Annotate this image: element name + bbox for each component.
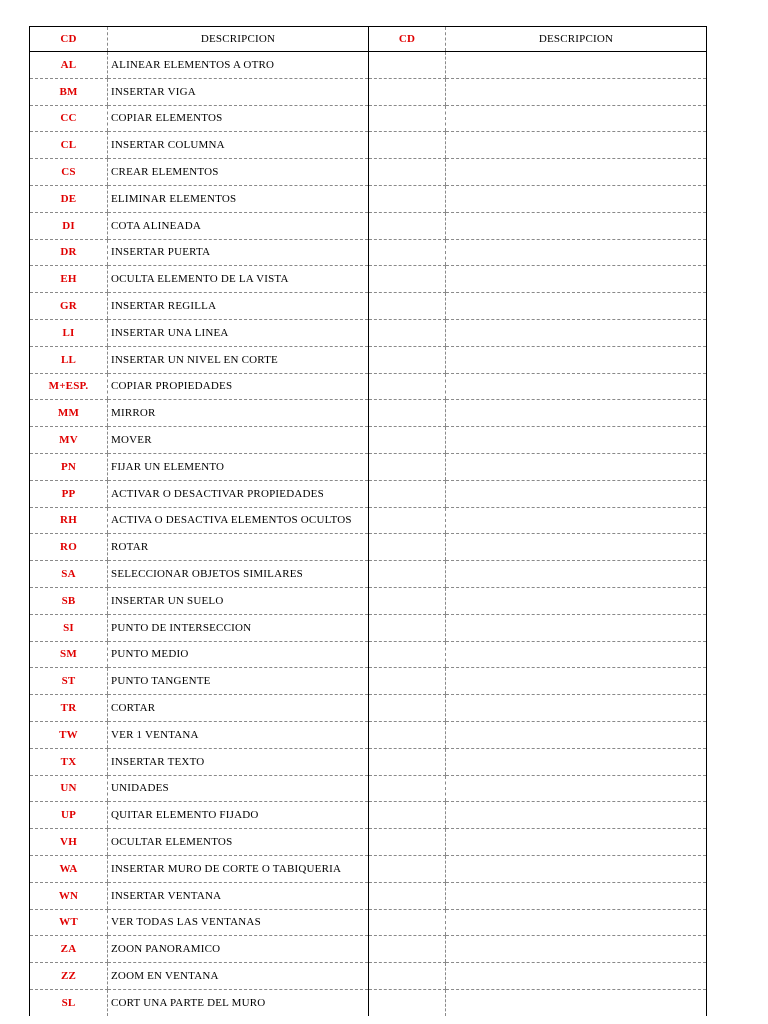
table-row — [30, 936, 707, 963]
empty-code-cell — [369, 936, 446, 963]
empty-code-cell — [369, 453, 446, 480]
table-row — [30, 721, 707, 748]
table-row — [30, 266, 707, 293]
empty-description-cell — [446, 963, 707, 990]
empty-code-cell — [369, 346, 446, 373]
shortcut-table — [29, 26, 707, 1016]
command-code: UP — [30, 802, 108, 829]
table-row — [30, 587, 707, 614]
command-code: PN — [30, 453, 108, 480]
empty-description-cell — [446, 346, 707, 373]
empty-description-cell — [446, 561, 707, 588]
table-row — [30, 802, 707, 829]
table-row — [30, 453, 707, 480]
table-row — [30, 346, 707, 373]
table-row — [30, 561, 707, 588]
table-row — [30, 400, 707, 427]
empty-code-cell — [369, 132, 446, 159]
command-code: RH — [30, 507, 108, 534]
empty-code-cell — [369, 668, 446, 695]
empty-code-cell — [369, 614, 446, 641]
empty-code-cell — [369, 266, 446, 293]
table-row — [30, 641, 707, 668]
empty-description-cell — [446, 185, 707, 212]
command-code: CC — [30, 105, 108, 132]
command-description: FIJAR UN ELEMENTO — [108, 453, 369, 480]
table-row — [30, 748, 707, 775]
table-row — [30, 695, 707, 722]
empty-code-cell — [369, 534, 446, 561]
empty-code-cell — [369, 78, 446, 105]
command-code: DI — [30, 212, 108, 239]
table-row — [30, 882, 707, 909]
command-code: CL — [30, 132, 108, 159]
table-row — [30, 159, 707, 186]
empty-description-cell — [446, 748, 707, 775]
command-description: INSERTAR COLUMNA — [108, 132, 369, 159]
command-description: INSERTAR TEXTO — [108, 748, 369, 775]
empty-description-cell — [446, 668, 707, 695]
header-cd: CD — [30, 27, 108, 52]
empty-description-cell — [446, 909, 707, 936]
empty-code-cell — [369, 52, 446, 79]
empty-code-cell — [369, 400, 446, 427]
command-code: LL — [30, 346, 108, 373]
command-description: ELIMINAR ELEMENTOS — [108, 185, 369, 212]
empty-code-cell — [369, 587, 446, 614]
command-code: TW — [30, 721, 108, 748]
empty-code-cell — [369, 775, 446, 802]
table-body — [30, 52, 707, 1016]
table-row — [30, 105, 707, 132]
table-row — [30, 614, 707, 641]
command-code: LI — [30, 319, 108, 346]
header-descripcion: DESCRIPCION — [108, 27, 369, 52]
command-description: COPIAR ELEMENTOS — [108, 105, 369, 132]
empty-description-cell — [446, 52, 707, 79]
command-description: INSERTAR UN NIVEL EN CORTE — [108, 346, 369, 373]
table-row — [30, 775, 707, 802]
command-description: INSERTAR REGILLA — [108, 293, 369, 320]
command-code: WN — [30, 882, 108, 909]
command-description: PUNTO TANGENTE — [108, 668, 369, 695]
header-row — [30, 27, 707, 52]
command-code: RO — [30, 534, 108, 561]
command-description: INSERTAR MURO DE CORTE O TABIQUERIA — [108, 855, 369, 882]
command-code: WA — [30, 855, 108, 882]
empty-description-cell — [446, 266, 707, 293]
command-description: PUNTO DE INTERSECCION — [108, 614, 369, 641]
empty-code-cell — [369, 909, 446, 936]
empty-code-cell — [369, 829, 446, 856]
empty-code-cell — [369, 963, 446, 990]
command-description: INSERTAR VENTANA — [108, 882, 369, 909]
command-description: ACTIVA O DESACTIVA ELEMENTOS OCULTOS — [108, 507, 369, 534]
empty-code-cell — [369, 427, 446, 454]
empty-description-cell — [446, 614, 707, 641]
command-code: MM — [30, 400, 108, 427]
table-row — [30, 239, 707, 266]
command-description: OCULTA ELEMENTO DE LA VISTA — [108, 266, 369, 293]
empty-code-cell — [369, 989, 446, 1015]
table-row — [30, 52, 707, 79]
command-description: COPIAR PROPIEDADES — [108, 373, 369, 400]
command-code: BM — [30, 78, 108, 105]
command-code: ZA — [30, 936, 108, 963]
table-row — [30, 668, 707, 695]
command-description: QUITAR ELEMENTO FIJADO — [108, 802, 369, 829]
command-code: TR — [30, 695, 108, 722]
table-row — [30, 534, 707, 561]
command-code: SL — [30, 989, 108, 1015]
empty-description-cell — [446, 159, 707, 186]
table-row — [30, 989, 707, 1015]
empty-code-cell — [369, 293, 446, 320]
empty-code-cell — [369, 721, 446, 748]
table-row — [30, 427, 707, 454]
empty-description-cell — [446, 882, 707, 909]
empty-description-cell — [446, 587, 707, 614]
command-code: ZZ — [30, 963, 108, 990]
empty-code-cell — [369, 212, 446, 239]
command-code: ST — [30, 668, 108, 695]
command-code: WT — [30, 909, 108, 936]
empty-code-cell — [369, 480, 446, 507]
command-description: ZOOM EN VENTANA — [108, 963, 369, 990]
command-description: ACTIVAR O DESACTIVAR PROPIEDADES — [108, 480, 369, 507]
empty-code-cell — [369, 159, 446, 186]
empty-description-cell — [446, 293, 707, 320]
empty-code-cell — [369, 239, 446, 266]
empty-code-cell — [369, 641, 446, 668]
empty-code-cell — [369, 561, 446, 588]
command-code: DR — [30, 239, 108, 266]
command-description: ALINEAR ELEMENTOS A OTRO — [108, 52, 369, 79]
table-row — [30, 212, 707, 239]
empty-description-cell — [446, 319, 707, 346]
empty-code-cell — [369, 748, 446, 775]
command-code: VH — [30, 829, 108, 856]
empty-description-cell — [446, 453, 707, 480]
command-code: AL — [30, 52, 108, 79]
empty-description-cell — [446, 641, 707, 668]
empty-description-cell — [446, 936, 707, 963]
table-row — [30, 185, 707, 212]
header-descripcion-2: DESCRIPCION — [446, 27, 707, 52]
command-code: SI — [30, 614, 108, 641]
command-code: MV — [30, 427, 108, 454]
command-code: TX — [30, 748, 108, 775]
table-row — [30, 319, 707, 346]
empty-description-cell — [446, 507, 707, 534]
table-row — [30, 963, 707, 990]
empty-description-cell — [446, 480, 707, 507]
command-description: MOVER — [108, 427, 369, 454]
empty-description-cell — [446, 989, 707, 1015]
table-row — [30, 293, 707, 320]
command-description: INSERTAR VIGA — [108, 78, 369, 105]
empty-code-cell — [369, 373, 446, 400]
empty-description-cell — [446, 373, 707, 400]
command-description: CORTAR — [108, 695, 369, 722]
empty-description-cell — [446, 78, 707, 105]
empty-description-cell — [446, 721, 707, 748]
command-description: ROTAR — [108, 534, 369, 561]
shortcut-table-sheet — [29, 26, 706, 1016]
table-row — [30, 855, 707, 882]
empty-description-cell — [446, 695, 707, 722]
command-code: UN — [30, 775, 108, 802]
command-description: UNIDADES — [108, 775, 369, 802]
command-code: SA — [30, 561, 108, 588]
empty-description-cell — [446, 775, 707, 802]
command-description: VER 1 VENTANA — [108, 721, 369, 748]
command-code: M+ESP. — [30, 373, 108, 400]
empty-description-cell — [446, 400, 707, 427]
table-row — [30, 373, 707, 400]
command-description: INSERTAR PUERTA — [108, 239, 369, 266]
empty-description-cell — [446, 212, 707, 239]
empty-code-cell — [369, 105, 446, 132]
command-code: SM — [30, 641, 108, 668]
command-code: CS — [30, 159, 108, 186]
empty-code-cell — [369, 882, 446, 909]
table-row — [30, 78, 707, 105]
table-row — [30, 909, 707, 936]
empty-description-cell — [446, 829, 707, 856]
command-code: EH — [30, 266, 108, 293]
table-row — [30, 132, 707, 159]
empty-description-cell — [446, 105, 707, 132]
empty-code-cell — [369, 802, 446, 829]
table-row — [30, 829, 707, 856]
command-description: COTA ALINEADA — [108, 212, 369, 239]
command-description: CREAR ELEMENTOS — [108, 159, 369, 186]
command-description: CORT UNA PARTE DEL MURO — [108, 989, 369, 1015]
empty-description-cell — [446, 427, 707, 454]
empty-code-cell — [369, 855, 446, 882]
command-code: DE — [30, 185, 108, 212]
command-description: MIRROR — [108, 400, 369, 427]
empty-code-cell — [369, 695, 446, 722]
command-code: PP — [30, 480, 108, 507]
command-description: ZOON PANORAMICO — [108, 936, 369, 963]
empty-code-cell — [369, 319, 446, 346]
table-row — [30, 507, 707, 534]
command-code: SB — [30, 587, 108, 614]
command-description: SELECCIONAR OBJETOS SIMILARES — [108, 561, 369, 588]
header-cd-2: CD — [369, 27, 446, 52]
command-code: GR — [30, 293, 108, 320]
command-description: VER TODAS LAS VENTANAS — [108, 909, 369, 936]
empty-description-cell — [446, 534, 707, 561]
empty-code-cell — [369, 507, 446, 534]
command-description: OCULTAR ELEMENTOS — [108, 829, 369, 856]
empty-description-cell — [446, 239, 707, 266]
command-description: INSERTAR UN SUELO — [108, 587, 369, 614]
command-description: PUNTO MEDIO — [108, 641, 369, 668]
table-row — [30, 480, 707, 507]
empty-description-cell — [446, 802, 707, 829]
command-description: INSERTAR UNA LINEA — [108, 319, 369, 346]
empty-description-cell — [446, 855, 707, 882]
empty-code-cell — [369, 185, 446, 212]
empty-description-cell — [446, 132, 707, 159]
